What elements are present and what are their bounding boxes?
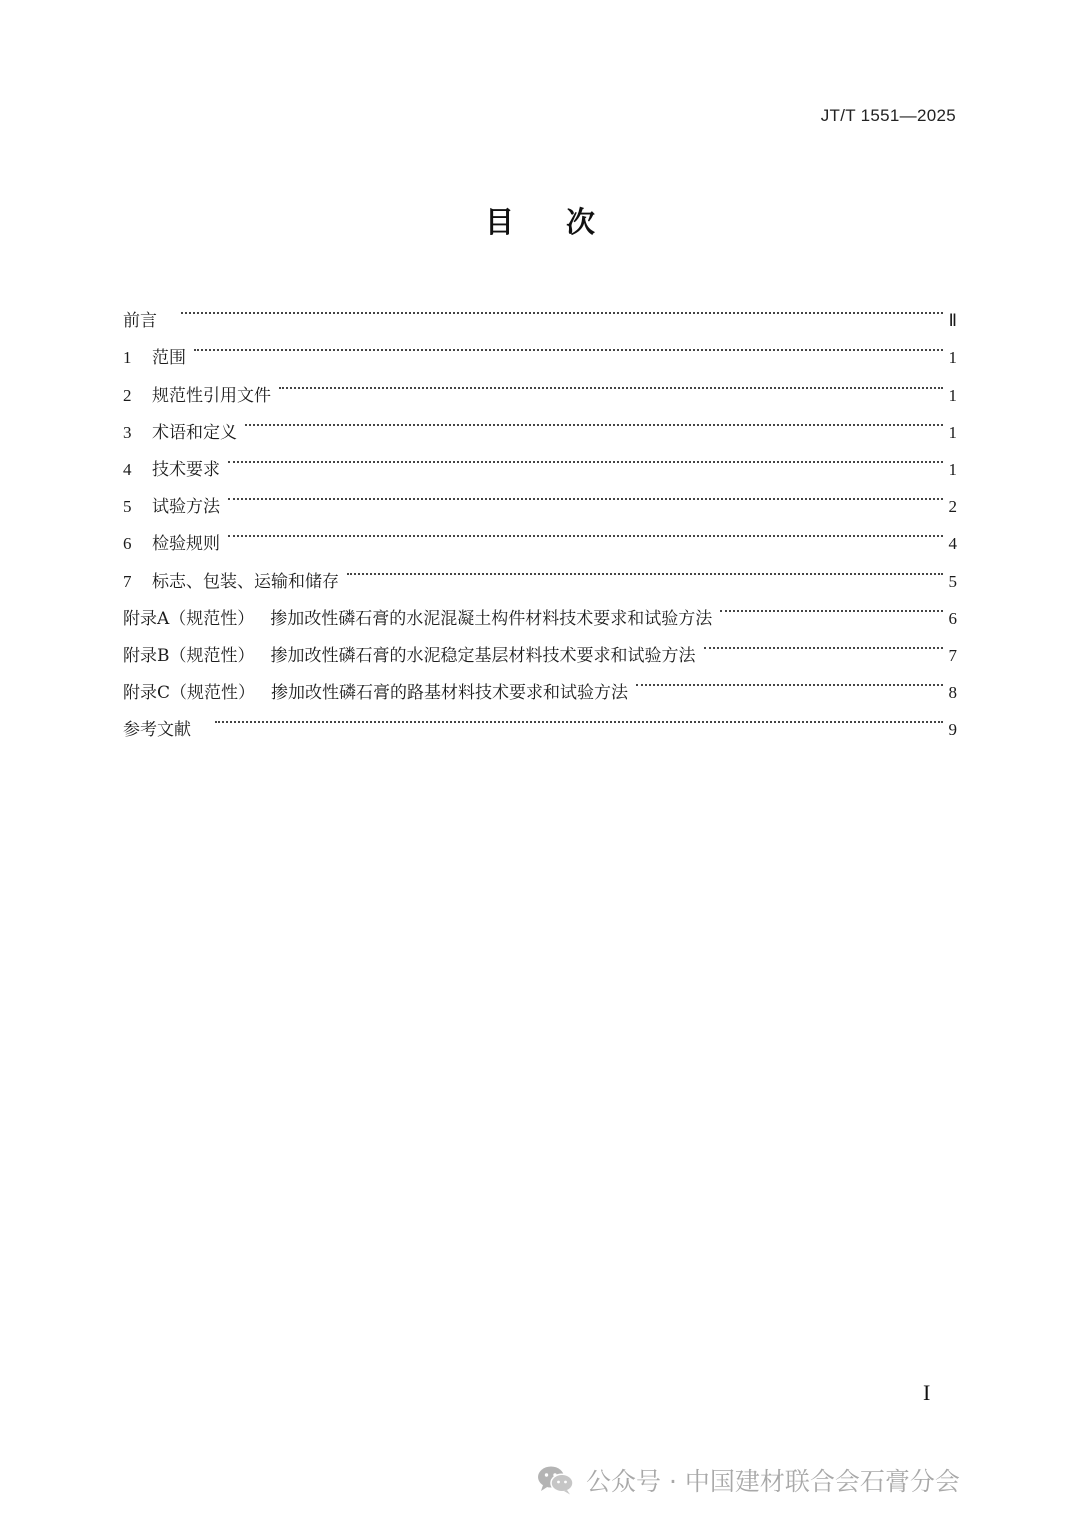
toc-entry-4[interactable]: [123, 438, 957, 480]
watermark-text: 公众号 · 中国建材联合会石膏分会: [586, 1467, 960, 1496]
toc-entry-7[interactable]: [123, 549, 957, 592]
toc-entry-1[interactable]: [123, 326, 957, 369]
toc-entry-prefix: 附录C（规范性）: [123, 683, 256, 704]
dot-leader: [228, 475, 943, 512]
toc-entry-label: 掺加改性磷石膏的水泥混凝土构件材料技术要求和试验方法: [270, 608, 713, 629]
toc-entry-page: 9: [948, 720, 957, 740]
page-title-char-1: 目: [484, 205, 514, 239]
toc-entry-label: 范围: [152, 348, 186, 369]
dot-leader: [245, 401, 943, 438]
toc-entry-3[interactable]: [123, 401, 957, 443]
toc-entry-page: 1: [948, 459, 957, 479]
toc-entry-page: 6: [948, 608, 957, 628]
dot-leader: [228, 512, 943, 549]
dot-leader: [181, 289, 943, 326]
toc-entry-foreword[interactable]: [123, 289, 957, 332]
toc-entry-label: 试验方法: [152, 497, 220, 518]
dot-leader: [704, 624, 944, 661]
toc-entry-page: 1: [948, 348, 957, 368]
toc-entry-label: 掺加改性磷石膏的路基材料技术要求和试验方法: [271, 683, 629, 704]
toc-entry-label: 规范性引用文件: [152, 385, 271, 406]
toc-entry-bibliography[interactable]: [123, 698, 957, 741]
toc-entry-page: 5: [948, 571, 957, 591]
toc-entry-page: Ⅱ: [948, 311, 957, 331]
dot-leader: [228, 438, 943, 475]
document-code: JT/T 1551—2025: [820, 106, 956, 125]
toc-entry-number: 2: [123, 385, 132, 405]
dot-leader: [194, 326, 943, 363]
toc-entry-number: 7: [123, 571, 132, 591]
dot-leader: [347, 549, 943, 586]
toc-entry-number: 6: [123, 534, 132, 554]
toc-entry-label: 参考文献: [123, 720, 191, 741]
toc-entry-page: 4: [948, 534, 957, 554]
toc-entry-number: 1: [123, 348, 132, 368]
toc-entry-prefix: 附录A（规范性）: [123, 608, 255, 629]
toc-entry-prefix: 附录B（规范性）: [123, 645, 255, 666]
toc-entry-5[interactable]: [123, 475, 957, 518]
toc-entry-number: 4: [123, 459, 132, 479]
page-title: [0, 200, 1080, 241]
toc-entry-label: 术语和定义: [152, 422, 237, 443]
toc-entry-label: 掺加改性磷石膏的水泥稳定基层材料技术要求和试验方法: [270, 645, 696, 666]
wechat-icon: [536, 1464, 576, 1496]
page-number: I: [923, 1380, 931, 1405]
page-title-char-2: 次: [566, 205, 596, 239]
toc-entry-6[interactable]: [123, 512, 957, 555]
toc-entry-page: 2: [948, 497, 957, 517]
watermark: [536, 1462, 960, 1498]
dot-leader: [279, 363, 943, 400]
toc-entry-number: 3: [123, 422, 132, 442]
dot-leader: [720, 587, 943, 624]
toc-entry-2[interactable]: [123, 363, 957, 406]
dot-leader: [215, 698, 943, 735]
table-of-contents: [123, 289, 957, 741]
toc-entry-label: 标志、包装、运输和储存: [152, 571, 339, 592]
toc-entry-page: 1: [948, 385, 957, 405]
dot-leader: [636, 661, 943, 698]
toc-entry-label: 技术要求: [152, 459, 220, 480]
toc-entry-label: 检验规则: [152, 534, 220, 555]
toc-entry-page: 7: [948, 645, 957, 665]
toc-entry-page: 8: [948, 683, 957, 703]
toc-entry-number: 5: [123, 497, 132, 517]
toc-entry-page: 1: [948, 422, 957, 442]
toc-entry-label: 前言: [123, 311, 157, 332]
